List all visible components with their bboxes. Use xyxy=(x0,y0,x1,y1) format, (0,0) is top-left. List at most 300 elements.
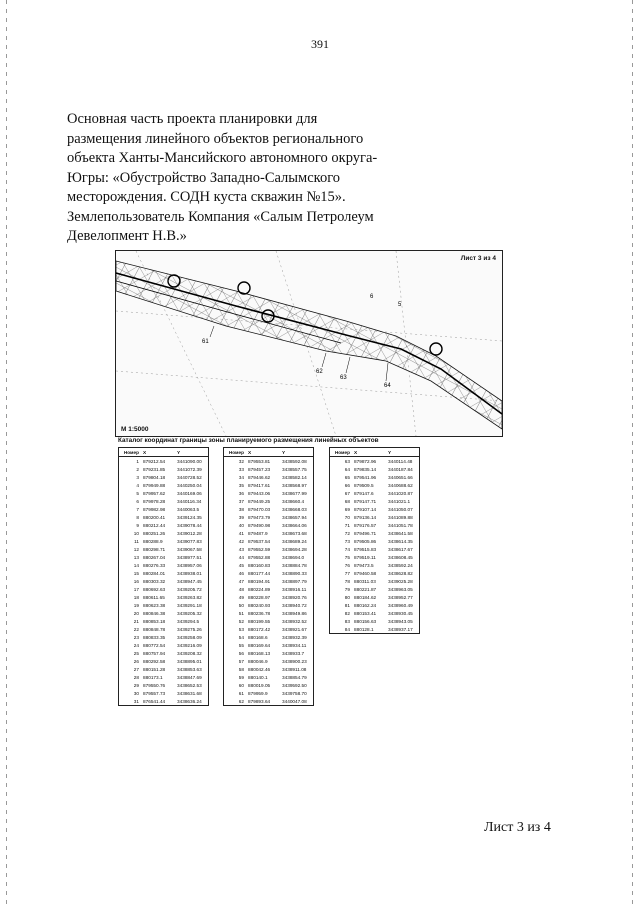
table-cell: 59 xyxy=(238,674,244,680)
table-cell: 879176.57 xyxy=(354,522,377,528)
table-cell: 3438895.01 xyxy=(177,658,202,664)
table-cell: 30 xyxy=(133,690,139,696)
table-cell: 3438977.51 xyxy=(177,554,202,560)
table-row xyxy=(119,569,208,577)
table-cell: 880311.03 xyxy=(354,578,376,584)
table-cell: 3438884.78 xyxy=(282,562,307,568)
table-row xyxy=(224,577,313,585)
table-cell: 879473.5 xyxy=(354,562,374,568)
table-row xyxy=(119,617,208,625)
table-cell: 3438636.24 xyxy=(177,698,202,704)
table-cell: 1 xyxy=(136,458,139,464)
table-cell: 880184.62 xyxy=(354,594,377,600)
table-cell: 3441089.88 xyxy=(388,514,413,520)
table-cell: 3439025.28 xyxy=(388,578,413,584)
table-row xyxy=(224,601,313,609)
table-cell: 880042.46 xyxy=(248,666,271,672)
table-row xyxy=(119,673,208,681)
table-cell: 3440047.08 xyxy=(282,698,307,704)
table-cell: 879515.83 xyxy=(354,546,377,552)
table-cell: 39 xyxy=(238,514,244,520)
table-cell: 84 xyxy=(344,626,350,632)
table-row xyxy=(119,609,208,617)
table-cell: 880224.89 xyxy=(248,586,271,592)
table-cell: 3440169.06 xyxy=(177,490,202,496)
table-row xyxy=(330,561,419,569)
table-row xyxy=(330,617,419,625)
scan-edge-right xyxy=(632,0,633,905)
table-cell: 3438854.79 xyxy=(282,674,307,680)
map-label: 64 xyxy=(384,383,391,389)
table-cell: 47 xyxy=(238,578,244,584)
table-row xyxy=(330,465,419,473)
table-cell: 74 xyxy=(344,546,350,552)
table-cell: 880169.64 xyxy=(248,642,271,648)
table-row xyxy=(224,489,313,497)
table-cell: 12 xyxy=(133,546,139,552)
table-row xyxy=(119,521,208,529)
table-cell: 3440063.5 xyxy=(177,506,200,512)
table-row xyxy=(330,513,419,521)
table-row xyxy=(330,537,419,545)
table-cell: 51 xyxy=(238,610,244,616)
map-label: 5 xyxy=(398,302,402,308)
table-cell: 880173.1 xyxy=(143,674,163,680)
table-cell: 26 xyxy=(133,658,139,664)
table-cell: 41 xyxy=(238,530,244,536)
table-cell: 3440728.52 xyxy=(177,474,202,480)
table-cell: 3438592.08 xyxy=(282,458,307,464)
table-cell: 7 xyxy=(136,506,139,512)
table-cell: 80 xyxy=(344,594,350,600)
table-row xyxy=(119,689,208,697)
table-row xyxy=(119,697,208,705)
table-cell: 3438900.23 xyxy=(282,658,307,664)
table-row xyxy=(224,641,313,649)
table-row xyxy=(330,505,419,513)
table-cell: 3438557.75 xyxy=(282,466,307,472)
table-cell: 19 xyxy=(133,602,139,608)
table-row xyxy=(224,609,313,617)
table-cell: 69 xyxy=(344,506,350,512)
table-row xyxy=(224,537,313,545)
table-cell: 3438582.14 xyxy=(282,474,307,480)
planning-map xyxy=(115,250,503,437)
table-cell: 879417.61 xyxy=(248,482,271,488)
marker-circle xyxy=(430,343,442,355)
table-cell: 880288.9 xyxy=(143,538,163,544)
table-cell: 68 xyxy=(344,498,350,504)
title-line: Югры: «Обустройство Западно-Салымского xyxy=(67,169,341,186)
table-cell: 63 xyxy=(344,458,350,464)
table-cell: 879231.85 xyxy=(143,466,166,472)
table-cell: 879835.14 xyxy=(354,466,377,472)
table-cell: 3440688.62 xyxy=(388,482,413,488)
table-cell: 879490.98 xyxy=(248,522,271,528)
table-cell: 82 xyxy=(344,610,350,616)
table-cell: 3438897.79 xyxy=(282,578,307,584)
table-cell: 38 xyxy=(238,506,244,512)
table-row xyxy=(119,457,208,465)
table-cell: 3441051.78 xyxy=(388,522,413,528)
table-cell: 3438617.67 xyxy=(388,546,413,552)
table-row xyxy=(119,545,208,553)
map-drawing xyxy=(116,251,502,436)
table-cell: 879978.28 xyxy=(143,498,166,504)
table-cell: 3438657.94 xyxy=(282,514,307,520)
table-cell: 879147.6 xyxy=(354,490,374,496)
table-cell: 3441021.1 xyxy=(388,498,411,504)
table-cell: 3439294.5 xyxy=(177,618,200,624)
table-cell: 3438932.52 xyxy=(282,618,307,624)
table-cell: 17 xyxy=(133,586,139,592)
sheet-footer: Лист 3 из 4 xyxy=(484,820,551,835)
table-cell: 879982.98 xyxy=(143,506,166,512)
table-row xyxy=(119,625,208,633)
table-cell: 6 xyxy=(136,498,139,504)
table-cell: 23 xyxy=(133,634,139,640)
table-cell: 879473.79 xyxy=(248,514,271,520)
table-cell: 49 xyxy=(238,594,244,600)
table-row xyxy=(224,665,313,673)
table-cell: 70 xyxy=(344,514,350,520)
table-cell: 879446.62 xyxy=(248,474,271,480)
table-cell: 3438911.08 xyxy=(282,666,307,672)
table-row xyxy=(330,625,419,633)
table-row xyxy=(330,577,419,585)
table-cell: 31 xyxy=(133,698,139,704)
table-cell: 83 xyxy=(344,618,350,624)
table-cell: 3438628.82 xyxy=(388,570,413,576)
table-row xyxy=(330,569,419,577)
table-cell: 880172.42 xyxy=(248,626,271,632)
column-header: Y xyxy=(282,449,286,455)
table-row xyxy=(330,609,419,617)
table-row xyxy=(119,553,208,561)
table-cell: 11 xyxy=(134,538,139,544)
table-cell: 880168.6 xyxy=(248,634,268,640)
table-cell: 3440651.66 xyxy=(388,474,413,480)
table-cell: 60 xyxy=(238,682,244,688)
map-label: 6 xyxy=(370,294,374,300)
table-cell: 879552.59 xyxy=(248,546,271,552)
table-cell: 880848.78 xyxy=(143,626,166,632)
table-row xyxy=(224,617,313,625)
table-cell: 3438932.39 xyxy=(282,634,307,640)
table-cell: 28 xyxy=(133,674,139,680)
table-cell: 3438641.58 xyxy=(388,530,413,536)
table-cell: 3438920.76 xyxy=(282,594,307,600)
table-row xyxy=(224,569,313,577)
table-cell: 3440116.34 xyxy=(177,498,202,504)
table-row xyxy=(330,585,419,593)
table-cell: 22 xyxy=(133,626,139,632)
table-cell: 9 xyxy=(136,522,139,528)
table-cell: 3439078.44 xyxy=(177,522,202,528)
table-row xyxy=(119,577,208,585)
table-row xyxy=(119,593,208,601)
table-cell: 3439124.35 xyxy=(177,514,202,520)
table-cell: 880019.05 xyxy=(248,682,271,688)
table-cell: 879949.88 xyxy=(143,482,166,488)
table-row xyxy=(224,673,313,681)
table-cell: 3439205.72 xyxy=(177,586,202,592)
table-row xyxy=(224,553,313,561)
table-cell: 880153.41 xyxy=(354,610,377,616)
table-cell: 880228.97 xyxy=(248,594,271,600)
table-cell: 879519.11 xyxy=(354,554,376,560)
table-cell: 3438934.11 xyxy=(282,642,307,648)
table-row xyxy=(119,681,208,689)
table-row xyxy=(330,545,419,553)
table-cell: 33 xyxy=(238,466,244,472)
table-cell: 879541.96 xyxy=(354,474,377,480)
table-row xyxy=(119,497,208,505)
catalog-title: Каталог координат границы зоны планируемого размещения линейных объектов xyxy=(118,437,379,444)
table-row xyxy=(224,633,313,641)
table-cell: 880199.55 xyxy=(248,618,271,624)
table-cell: 3438652.53 xyxy=(177,682,202,688)
table-cell: 75 xyxy=(344,554,350,560)
table-cell: 25 xyxy=(133,650,139,656)
table-cell: 3 xyxy=(136,474,139,480)
table-row xyxy=(119,657,208,665)
table-cell: 3438853.63 xyxy=(177,666,202,672)
table-row xyxy=(330,529,419,537)
table-cell: 880303.32 xyxy=(143,578,166,584)
table-cell: 76 xyxy=(344,562,350,568)
table-cell: 3438949.86 xyxy=(282,610,307,616)
table-cell: 40 xyxy=(238,522,244,528)
table-cell: 29 xyxy=(133,682,139,688)
table-cell: 879449.25 xyxy=(248,498,271,504)
table-cell: 10 xyxy=(133,530,139,536)
table-cell: 3438921.67 xyxy=(282,626,307,632)
table-row xyxy=(224,465,313,473)
table-row xyxy=(224,497,313,505)
table-row xyxy=(330,457,419,465)
table-cell: 3438930.45 xyxy=(388,610,413,616)
table-cell: 42 xyxy=(238,538,244,544)
column-header: Номер xyxy=(334,449,350,455)
table-cell: 880623.38 xyxy=(143,602,166,608)
table-cell: 880200.41 xyxy=(143,514,166,520)
table-cell: 880298.71 xyxy=(143,546,166,552)
table-cell: 879443.06 xyxy=(248,490,271,496)
table-row xyxy=(119,561,208,569)
table-cell: 3439291.18 xyxy=(177,602,202,608)
table-header xyxy=(224,448,313,457)
table-cell: 879136.14 xyxy=(354,514,377,520)
table-cell: 880151.28 xyxy=(143,666,166,672)
table-row xyxy=(119,505,208,513)
table-cell: 4 xyxy=(136,482,139,488)
scan-edge-left xyxy=(6,0,7,905)
table-cell: 3441090.00 xyxy=(177,458,202,464)
table-cell: 3441050.07 xyxy=(388,506,413,512)
table-cell: 72 xyxy=(344,530,350,536)
table-cell: 56 xyxy=(238,650,244,656)
table-cell: 46 xyxy=(238,570,244,576)
table-cell: 880236.78 xyxy=(248,610,271,616)
table-cell: 879470.03 xyxy=(248,506,271,512)
table-cell: 3438694.0 xyxy=(282,554,305,560)
table-cell: 3438660.4 xyxy=(282,498,305,504)
table-cell: 3438957.06 xyxy=(177,562,202,568)
table-row xyxy=(119,665,208,673)
table-cell: 880267.04 xyxy=(143,554,166,560)
marker-circle xyxy=(238,282,250,294)
table-cell: 3438963.05 xyxy=(388,586,413,592)
table-row xyxy=(224,529,313,537)
table-cell: 36 xyxy=(238,490,244,496)
table-cell: 20 xyxy=(133,610,139,616)
column-header: Y xyxy=(177,449,181,455)
column-header: X xyxy=(248,449,252,455)
table-cell: 3438631.68 xyxy=(177,690,202,696)
table-row xyxy=(119,649,208,657)
page-number: 391 xyxy=(311,37,329,51)
title-line: Основная часть проекта планировки для xyxy=(67,111,318,127)
table-cell: 55 xyxy=(238,642,244,648)
title-line: месторождения. СОДН куста скважин №15». xyxy=(67,189,346,205)
table-cell: 879212.54 xyxy=(143,458,166,464)
table-cell: 879893.64 xyxy=(248,698,271,704)
table-cell: 879457.23 xyxy=(248,466,271,472)
table-cell: 48 xyxy=(238,586,244,592)
table-cell: 3438673.68 xyxy=(282,530,307,536)
table-cell: 880160.83 xyxy=(248,562,271,568)
table-cell: 57 xyxy=(238,658,244,664)
table-cell: 35 xyxy=(238,482,244,488)
table-cell: 3438668.03 xyxy=(282,506,307,512)
table-cell: 64 xyxy=(344,466,350,472)
table-row xyxy=(119,481,208,489)
column-header: X xyxy=(354,449,358,455)
table-cell: 879509.5 xyxy=(354,482,374,488)
table-cell: 3438568.97 xyxy=(282,482,307,488)
table-row xyxy=(330,521,419,529)
table-cell: 879147.71 xyxy=(354,498,377,504)
table-cell: 3439263.82 xyxy=(177,594,202,600)
table-cell: 53 xyxy=(238,626,244,632)
table-cell: 3439216.09 xyxy=(177,642,202,648)
table-cell: 879957.62 xyxy=(143,490,166,496)
table-cell: 66 xyxy=(344,482,350,488)
table-cell: 879496.71 xyxy=(354,530,377,536)
table-cell: 3438847.69 xyxy=(177,674,202,680)
coordinate-table xyxy=(223,447,314,706)
table-cell: 50 xyxy=(238,602,244,608)
table-cell: 37 xyxy=(238,498,244,504)
table-row xyxy=(224,697,313,705)
table-row xyxy=(330,593,419,601)
table-row xyxy=(330,489,419,497)
table-cell: 81 xyxy=(344,602,350,608)
table-cell: 3438937.17 xyxy=(388,626,413,632)
table-row xyxy=(119,641,208,649)
table-row xyxy=(224,457,313,465)
table-cell: 880251.26 xyxy=(143,530,166,536)
table-cell: 880853.18 xyxy=(143,618,166,624)
table-cell: 879487.9 xyxy=(248,530,268,536)
table-cell: 52 xyxy=(238,618,244,624)
table-row xyxy=(119,513,208,521)
map-label: 62 xyxy=(316,369,323,375)
table-cell: 3438916.11 xyxy=(282,586,307,592)
table-cell: 880276.33 xyxy=(143,562,166,568)
table-cell: 3439208.32 xyxy=(177,650,202,656)
table-row xyxy=(224,649,313,657)
table-row xyxy=(119,465,208,473)
table-cell: 3440187.84 xyxy=(388,466,413,472)
table-row xyxy=(224,657,313,665)
table-cell: 3438664.06 xyxy=(282,522,307,528)
table-cell: 27 xyxy=(133,666,139,672)
table-row xyxy=(119,529,208,537)
table-row xyxy=(224,585,313,593)
table-cell: 24 xyxy=(133,642,139,648)
table-cell: 880140.1 xyxy=(248,674,268,680)
table-cell: 880194.91 xyxy=(248,578,271,584)
table-row xyxy=(224,625,313,633)
table-cell: 879550.76 xyxy=(143,682,166,688)
title-line: Землепользователь Компания «Салым Петролеум xyxy=(67,208,374,225)
table-cell: 3438933.7 xyxy=(282,650,305,656)
table-cell: 18 xyxy=(133,594,139,600)
table-cell: 880212.44 xyxy=(143,522,166,528)
table-cell: 43 xyxy=(238,546,244,552)
table-cell: 3440114.48 xyxy=(388,458,413,464)
table-cell: 45 xyxy=(238,562,244,568)
table-cell: 879460.58 xyxy=(354,570,377,576)
table-cell: 3438938.01 xyxy=(177,570,202,576)
coordinate-table xyxy=(118,447,209,706)
document-title xyxy=(67,110,447,247)
table-cell: 3440250.04 xyxy=(177,482,202,488)
table-cell: 54 xyxy=(238,634,244,640)
table-cell: 44 xyxy=(238,554,244,560)
map-label: 63 xyxy=(340,375,347,381)
table-cell: 880692.63 xyxy=(143,586,166,592)
table-cell: 880292.58 xyxy=(143,658,166,664)
table-row xyxy=(119,489,208,497)
table-cell: 3438960.49 xyxy=(388,602,413,608)
table-cell: 8 xyxy=(136,514,139,520)
table-cell: 13 xyxy=(133,554,139,560)
table-cell: 3439077.83 xyxy=(177,538,202,544)
table-cell: 3439205.32 xyxy=(177,610,202,616)
table-header xyxy=(119,448,208,457)
table-cell: 77 xyxy=(344,570,350,576)
table-row xyxy=(224,505,313,513)
table-row xyxy=(224,521,313,529)
table-cell: 3438952.77 xyxy=(388,594,413,600)
table-cell: 880162.24 xyxy=(354,602,377,608)
table-cell: 3441020.87 xyxy=(388,490,413,496)
table-row xyxy=(330,473,419,481)
table-row xyxy=(224,473,313,481)
table-cell: 879107.14 xyxy=(354,506,377,512)
table-cell: 879537.54 xyxy=(248,538,271,544)
table-cell: 3438689.24 xyxy=(282,538,307,544)
column-header: Y xyxy=(388,449,392,455)
table-cell: 3439275.26 xyxy=(177,626,202,632)
table-cell: 15 xyxy=(133,570,139,576)
table-row xyxy=(119,633,208,641)
column-header: Номер xyxy=(228,449,244,455)
table-row xyxy=(224,561,313,569)
